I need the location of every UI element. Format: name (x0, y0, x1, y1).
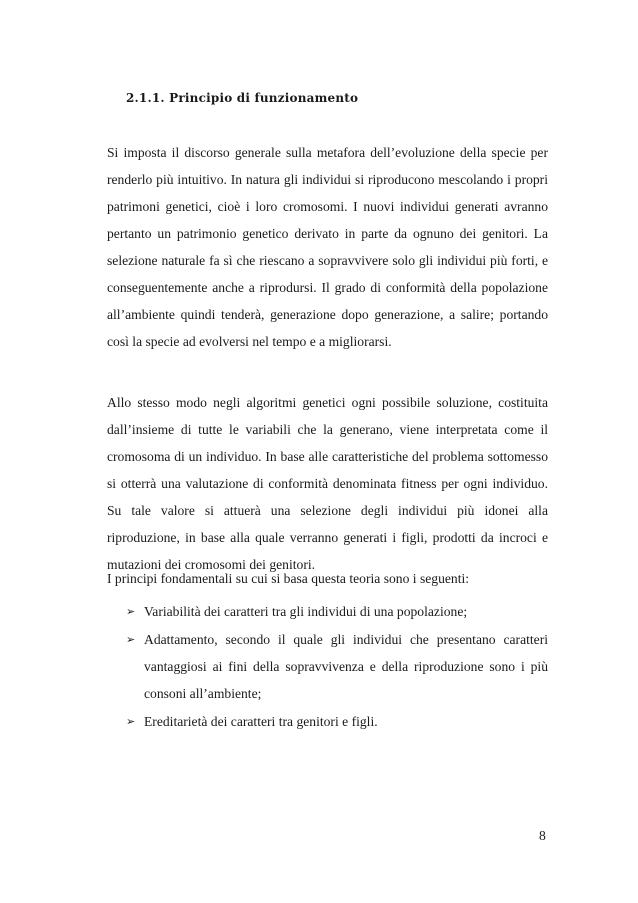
section-heading: 2.1.1. Principio di funzionamento (126, 91, 359, 105)
arrowhead-bullet-icon: ➢ (126, 633, 136, 646)
principles-list (126, 598, 548, 735)
arrowhead-bullet-icon: ➢ (126, 605, 136, 618)
list-item (126, 708, 548, 735)
page-number: 8 (539, 828, 546, 843)
list-item-text: Variabilità dei caratteri tra gli individui di una popolazione; (144, 604, 468, 619)
paragraph-evolution-metaphor: Si imposta il discorso generale sulla metafora dell’evoluzione della specie per renderlo più intuitivo. In natura gli individui si riproducono mescolando i propri patrimoni genetici, cioè i loro cromosomi. I nuovi individui generati avranno pertanto un patrimonio genetico derivato in parte da ognuno dei genitori. La selezione naturale fa sì che riescano a sopravvivere solo gli individui più forti, e conseguentemente anche a riprodursi. Il grado di conformità della popolazione all’ambiente quindi tenderà, generazione dopo generazione, a salire; portando così la specie ad evolversi nel tempo e a migliorarsi. (107, 145, 548, 349)
list-item (126, 598, 548, 625)
list-item-text: Adattamento, secondo il quale gli individui che presentano caratteri vantaggiosi ai fini della sopravvivenza e della riproduzione sono i più consoni all’ambiente; (144, 632, 548, 701)
list-item-text: Ereditarietà dei caratteri tra genitori e figli. (144, 714, 378, 729)
list-item (126, 626, 548, 707)
paragraph-principles-intro: I principi fondamentali su cui si basa questa teoria sono i seguenti: (107, 571, 470, 586)
arrowhead-bullet-icon: ➢ (126, 715, 136, 728)
paragraph-genetic-algorithms: Allo stesso modo negli algoritmi genetici ogni possibile soluzione, costituita dall’insieme di tutte le variabili che la generano, viene interpretata come il cromosoma di un individuo. In base alle caratteristiche del problema sottomesso si otterrà una valutazione di conformità denominata fitness per ogni individuo. Su tale valore si attuerà una selezione degli individui più idonei alla riproduzione, in base alla quale verranno generati i figli, prodotti da incroci e mutazioni dei cromosomi dei genitori. (107, 395, 548, 572)
